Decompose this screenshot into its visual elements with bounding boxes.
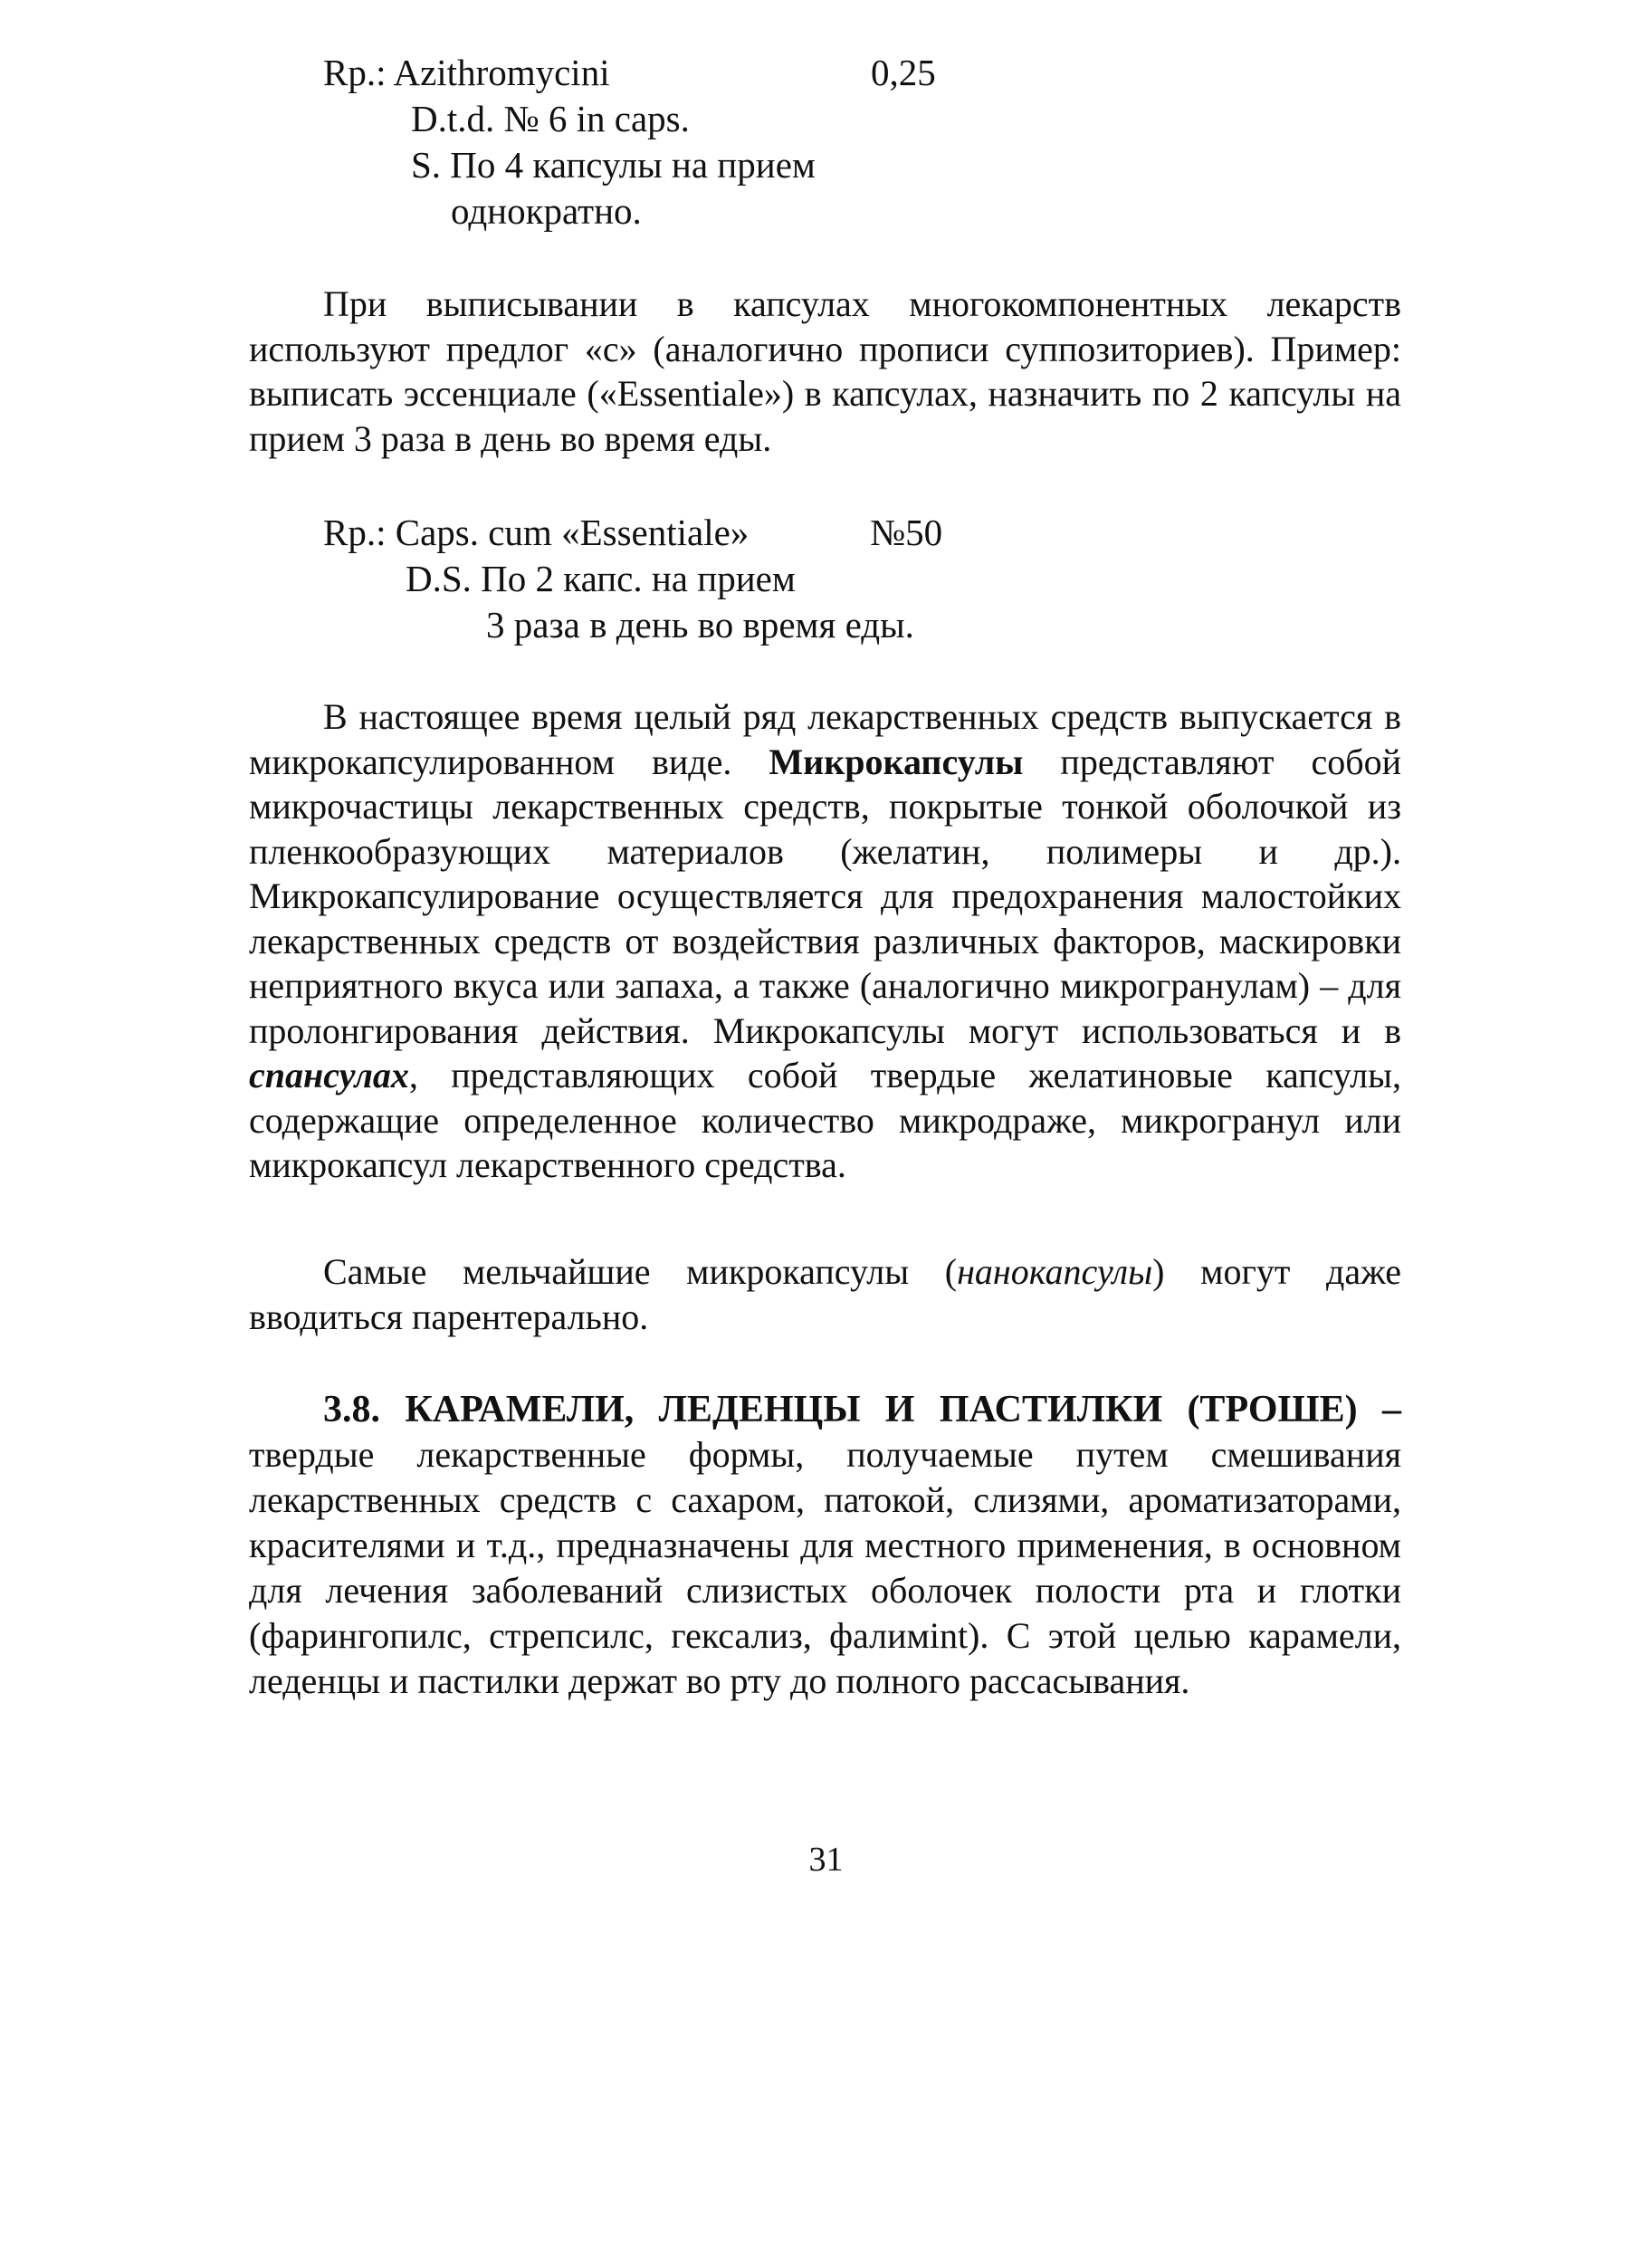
paragraph-text — [249, 1249, 1401, 1339]
rx1-line1-name: Rp.: Azithromycini — [323, 52, 610, 93]
text-run: представляют собой микрочастицы лекарственных средств, покрытые тонкой оболочкой из пленкообразующих материалов (желатин, полимеры и др.). Микрокапсулирование осуществляется для предохранения малостойких лекарственных средств от воздействия различных факторов, маскировки неприятного вкуса или запаха, а также (аналогично микрогранулам) – для пролонгирования действия. Микрокапсулы могут использоваться и в — [249, 741, 1402, 1051]
page-number: 31 — [808, 1841, 844, 1879]
rx2-line2: D.S. По 2 капс. на прием — [406, 558, 796, 599]
rx2-line1-name: Rp.: Caps. cum «Essentiale» — [323, 512, 750, 553]
term-microcapsules: Микрокапсулы — [769, 741, 1024, 782]
rx2-line1-dose: №50 — [870, 512, 943, 553]
text-run: Самые мельчайшие микрокапсулы ( — [323, 1251, 958, 1292]
paragraph-multicomponent-capsules — [249, 282, 1401, 461]
paragraph-text: При выписывании в капсулах многокомпонентных лекарств используют предлог «с» (аналогично прописи суппозиториев). Пример: выписать эссенциале («Essentiale») в капсулах, назначить по 2 капсулы на прием 3 раза в день во время еды. — [249, 283, 1401, 459]
text-run: В настоящее время целый ряд лекарственных средств выпускается в микрокапсулированном виде. — [249, 696, 1401, 782]
text-run: ) могут даже вводиться парентерально. — [249, 1251, 1401, 1337]
section-text — [249, 1387, 1401, 1704]
rx1-line4: однократно. — [451, 190, 642, 232]
paragraph-text — [249, 694, 1401, 1188]
section-3-8 — [249, 1387, 1401, 1704]
text-run: , представляющих собой твердые желатиновые капсулы, содержащие определенное количество микродраже, микрогранул или микрокапсул лекарственного средства. — [249, 1055, 1401, 1185]
rx1-line3: S. По 4 капсулы на прием — [411, 144, 816, 186]
section-body: твердые лекарственные формы, получаемые путем смешивания лекарственных средств с сахаром, патокой, слизями, ароматизаторами, красителями и т.д., предназначены для местного применения, в основном для лечения заболеваний слизистых оболочек полости рта и глотки (фарингопилс, стрепсилс, гексализ, фалимint). С этой целью карамели, леденцы и пастилки держат во рту до полного рассасывания. — [249, 1434, 1401, 1701]
rx2-line3: 3 раза в день во время еды. — [486, 604, 914, 646]
rx1-line2: D.t.d. № 6 in caps. — [411, 98, 690, 139]
paragraph-nanocapsules — [249, 1249, 1401, 1339]
paragraph-microcapsules — [249, 694, 1401, 1188]
term-nanocapsules: нанокапсулы — [957, 1251, 1153, 1292]
term-spansules: спансулах — [249, 1055, 409, 1095]
section-heading: 3.8. КАРАМЕЛИ, ЛЕДЕНЦЫ И ПАСТИЛКИ (ТРОШЕ) – — [323, 1389, 1401, 1430]
rx1-line1-dose: 0,25 — [871, 52, 936, 93]
